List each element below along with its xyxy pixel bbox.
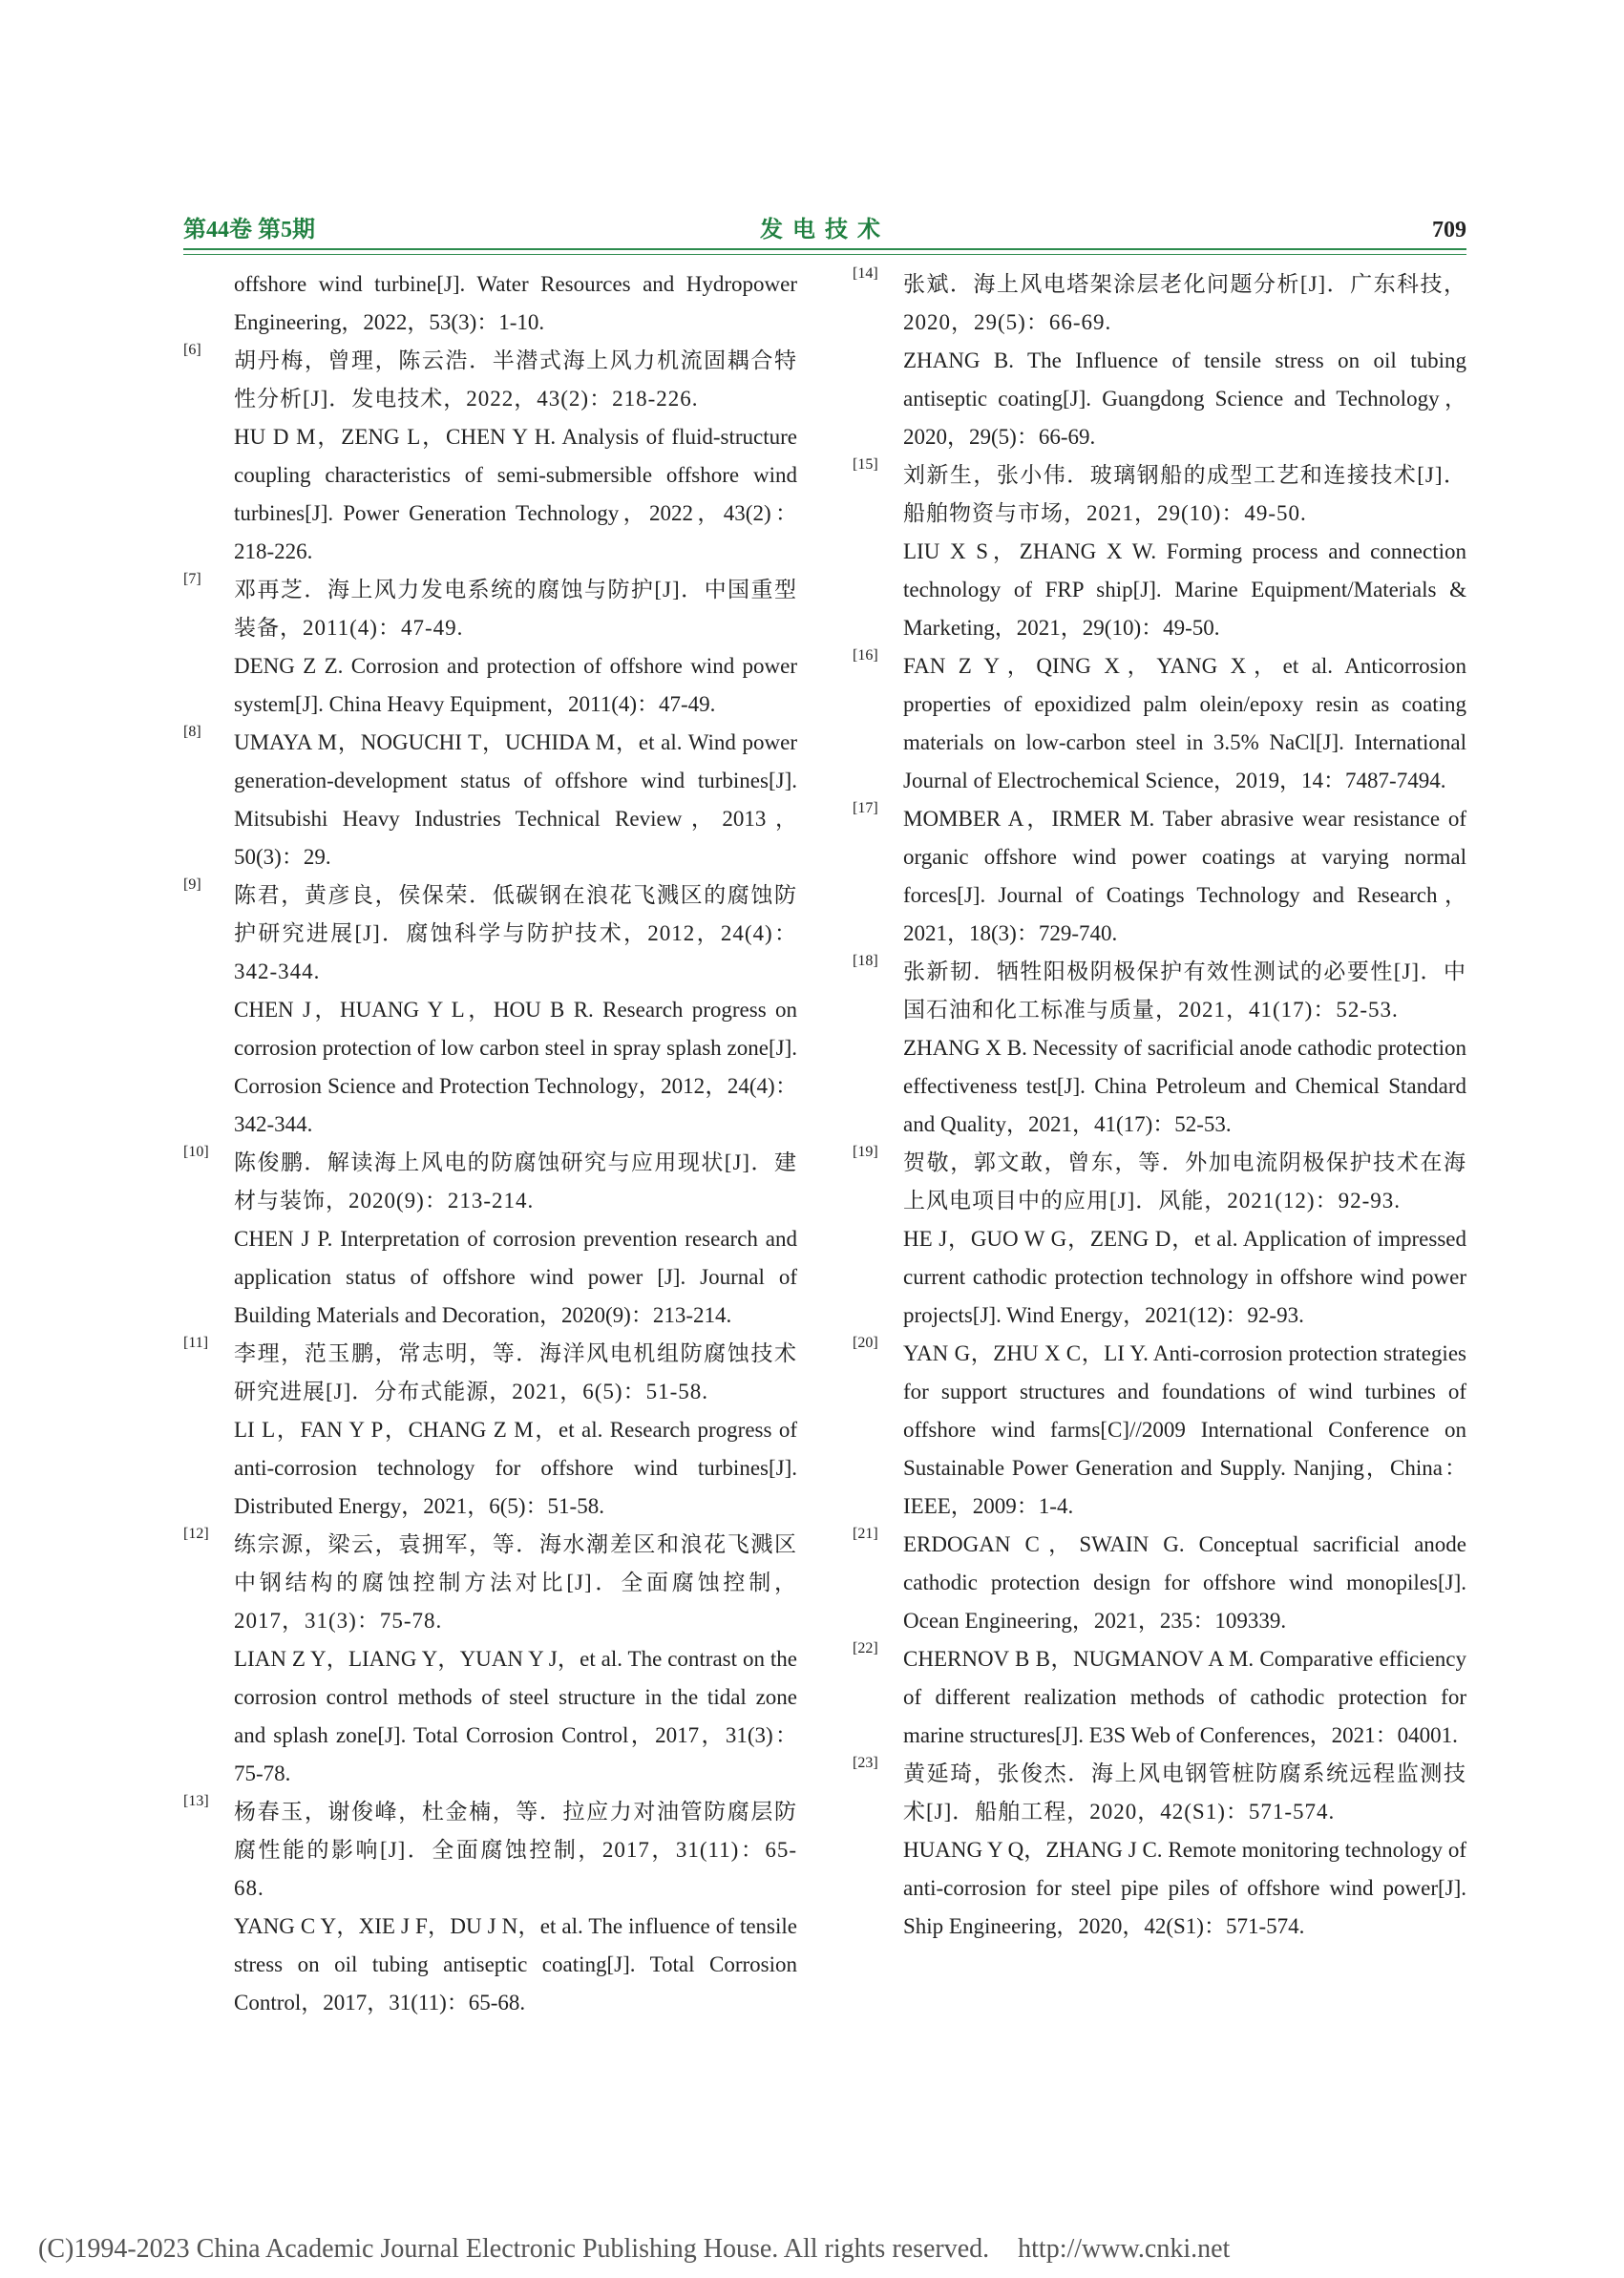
journal-title: 发电技术	[760, 218, 890, 243]
reference-text: ZHANG X B. Necessity of sacrificial anode cathodic protection effectiveness test[J]. China Petroleum and Chemical Standard and Quality，2021，41(17)：52-53.	[903, 1036, 1466, 1136]
reference-number: [19]	[853, 1144, 878, 1160]
reference-entry	[183, 571, 797, 724]
reference-number: [18]	[853, 953, 878, 969]
reference-number: [15]	[853, 456, 878, 473]
reference-entry	[853, 953, 1466, 1144]
reference-number: [20]	[853, 1335, 878, 1351]
reference-entry	[183, 1793, 797, 2022]
reference-text: 张新韧．牺牲阳极阴极保护有效性测试的必要性[J]．中国石油和化工标准与质量，2021，41(17)：52-53.	[903, 960, 1466, 1022]
reference-number: [16]	[853, 647, 878, 664]
reference-entry	[853, 1144, 1466, 1335]
reference-text: 胡丹梅，曾理，陈云浩．半潜式海上风力机流固耦合特性分析[J]．发电技术，2022，43(2)：218-226.	[234, 348, 797, 411]
reference-text: 陈俊鹏．解读海上风电的防腐蚀研究与应用现状[J]．建材与装饰，2020(9)：213-214.	[234, 1150, 797, 1213]
reference-text: CHEN J P. Interpretation of corrosion prevention research and application status of offshore wind power [J]. Journal of Building Materials and Decoration，2020(9)：213-214.	[234, 1227, 797, 1327]
reference-number: [21]	[853, 1526, 878, 1542]
reference-entry	[853, 1335, 1466, 1526]
reference-text: 李理，范玉鹏，常志明，等．海洋风电机组防腐蚀技术研究进展[J]．分布式能源，2021，6(5)：51-58.	[234, 1341, 797, 1403]
volume-issue: 第44卷 第5期	[183, 218, 315, 243]
copyright-notice: (C)1994-2023 China Academic Journal Electronic Publishing House. All rights reserved.	[38, 2234, 990, 2264]
running-header	[183, 214, 1466, 248]
reference-entry	[183, 1526, 797, 1793]
footer	[38, 2234, 1230, 2265]
reference-entry	[853, 456, 1466, 647]
reference-text: ERDOGAN C，SWAIN G. Conceptual sacrificial anode cathodic protection design for offshore wind monopiles[J]. Ocean Engineering，2021，235：109339.	[903, 1532, 1466, 1633]
reference-entry	[183, 724, 797, 876]
reference-text: 刘新生，张小伟．玻璃钢船的成型工艺和连接技术[J]．船舶物资与市场，2021，29(10)：49-50.	[903, 463, 1466, 525]
reference-text: YANG C Y，XIE J F，DU J N，et al. The influence of tensile stress on oil tubing antiseptic coating[J]. Total Corrosion Control，2017，31(11)：65-68.	[234, 1914, 797, 2014]
reference-entry	[183, 342, 797, 571]
reference-number: [9]	[183, 876, 201, 893]
reference-number: [22]	[853, 1640, 878, 1656]
references-left-column	[183, 265, 797, 2022]
reference-text: FAN Z Y，QING X，YANG X，et al. Anticorrosion properties of epoxidized palm olein/epoxy resin as coating materials on low-carbon steel in 3.5% NaCl[J]. International Journal of Electrochemical Science，2019，14：7487-7494.	[903, 654, 1466, 792]
reference-entry	[853, 647, 1466, 800]
reference-number: [6]	[183, 342, 201, 358]
reference-text: offshore wind turbine[J]. Water Resources and Hydropower Engineering，2022，53(3)：1-10.	[234, 272, 797, 334]
reference-number: [11]	[183, 1335, 209, 1351]
reference-entry	[183, 265, 797, 342]
reference-text: DENG Z Z. Corrosion and protection of offshore wind power system[J]. China Heavy Equipment，2011(4)：47-49.	[234, 654, 797, 716]
reference-number: [8]	[183, 724, 201, 740]
reference-number: [10]	[183, 1144, 209, 1160]
reference-text: HU D M，ZENG L，CHEN Y H. Analysis of fluid-structure coupling characteristics of semi-submersible offshore wind turbines[J]. Power Generation Technology，2022，43(2)：218-226.	[234, 425, 797, 563]
header-rule	[183, 248, 1466, 250]
reference-entry	[853, 800, 1466, 953]
reference-number: [17]	[853, 800, 878, 816]
footer-link[interactable]: http://www.cnki.net	[1018, 2234, 1231, 2264]
reference-text: HUANG Y Q，ZHANG J C. Remote monitoring technology of anti-corrosion for steel pipe piles of offshore wind power[J]. Ship Engineering，2020，42(S1)：571-574.	[903, 1838, 1466, 1938]
reference-number: [12]	[183, 1526, 209, 1542]
reference-entry	[853, 1640, 1466, 1755]
reference-entry	[183, 1144, 797, 1335]
references-right-column	[853, 265, 1466, 1946]
reference-text: UMAYA M，NOGUCHI T，UCHIDA M，et al. Wind power generation-development status of offshore wind turbines[J]. Mitsubishi Heavy Industries Technical Review，2013，50(3)：29.	[234, 730, 797, 869]
reference-entry	[183, 1335, 797, 1526]
reference-number: [13]	[183, 1793, 209, 1809]
reference-text: ZHANG B. The Influence of tensile stress on oil tubing antiseptic coating[J]. Guangdong Science and Technology，2020，29(5)：66-69.	[903, 348, 1466, 449]
reference-text: LI L，FAN Y P，CHANG Z M，et al. Research progress of anti-corrosion technology for offshore wind turbines[J]. Distributed Energy，2021，6(5)：51-58.	[234, 1418, 797, 1518]
reference-text: MOMBER A，IRMER M. Taber abrasive wear resistance of organic offshore wind power coatings at varying normal forces[J]. Journal of Coatings Technology and Research，2021，18(3)：729-740.	[903, 807, 1466, 945]
reference-number: [7]	[183, 571, 201, 587]
reference-entry	[853, 1526, 1466, 1640]
reference-entry	[853, 265, 1466, 456]
reference-entry	[853, 1755, 1466, 1946]
reference-text: 练宗源，梁云，袁拥军，等．海水潮差区和浪花飞溅区中钢结构的腐蚀控制方法对比[J]．全面腐蚀控制，2017，31(3)：75-78.	[234, 1532, 797, 1633]
reference-number: [23]	[853, 1755, 878, 1771]
reference-text: 黄延琦，张俊杰．海上风电钢管桩防腐系统远程监测技术[J]．船舶工程，2020，42(S1)：571-574.	[903, 1761, 1466, 1824]
reference-text: 杨春玉，谢俊峰，杜金楠，等．拉应力对油管防腐层防腐性能的影响[J]．全面腐蚀控制，2017，31(11)：65-68.	[234, 1800, 797, 1900]
reference-text: 陈君，黄彦良，侯保荣．低碳钢在浪花飞溅区的腐蚀防护研究进展[J]．腐蚀科学与防护技术，2012，24(4)：342-344.	[234, 883, 797, 983]
reference-text: CHEN J，HUANG Y L，HOU B R. Research progress on corrosion protection of low carbon steel in spray splash zone[J]. Corrosion Science and Protection Technology，2012，24(4)：342-344.	[234, 998, 797, 1136]
reference-entry	[183, 876, 797, 1144]
reference-text: CHERNOV B B，NUGMANOV A M. Comparative efficiency of different realization methods of cathodic protection for marine structures[J]. E3S Web of Conferences，2021：04001.	[903, 1647, 1466, 1747]
reference-text: 邓再芝．海上风力发电系统的腐蚀与防护[J]．中国重型装备，2011(4)：47-49.	[234, 578, 797, 640]
reference-text: LIU X S，ZHANG X W. Forming process and connection technology of FRP ship[J]. Marine Equipment/Materials & Marketing，2021，29(10)：49-50.	[903, 539, 1466, 640]
reference-text: YAN G，ZHU X C，LI Y. Anti-corrosion protection strategies for support structures and foundations of wind turbines of offshore wind farms[C]//2009 International Conference on Sustainable Power Generation and Supply. Nanjing，China：IEEE，2009：1-4.	[903, 1341, 1466, 1518]
reference-text: 贺敬，郭文敢，曾东，等．外加电流阴极保护技术在海上风电项目中的应用[J]．风能，2021(12)：92-93.	[903, 1150, 1466, 1213]
reference-text: 张斌．海上风电塔架涂层老化问题分析[J]．广东科技，2020，29(5)：66-69.	[903, 272, 1466, 334]
reference-number: [14]	[853, 265, 878, 282]
header-rule-thin	[183, 254, 1466, 255]
reference-text: LIAN Z Y，LIANG Y，YUAN Y J，et al. The contrast on the corrosion control methods of steel structure in the tidal zone and splash zone[J]. Total Corrosion Control，2017，31(3)：75-78.	[234, 1647, 797, 1785]
page-number: 709	[1432, 218, 1466, 243]
reference-text: HE J，GUO W G，ZENG D，et al. Application of impressed current cathodic protection technology in offshore wind power projects[J]. Wind Energy，2021(12)：92-93.	[903, 1227, 1466, 1327]
